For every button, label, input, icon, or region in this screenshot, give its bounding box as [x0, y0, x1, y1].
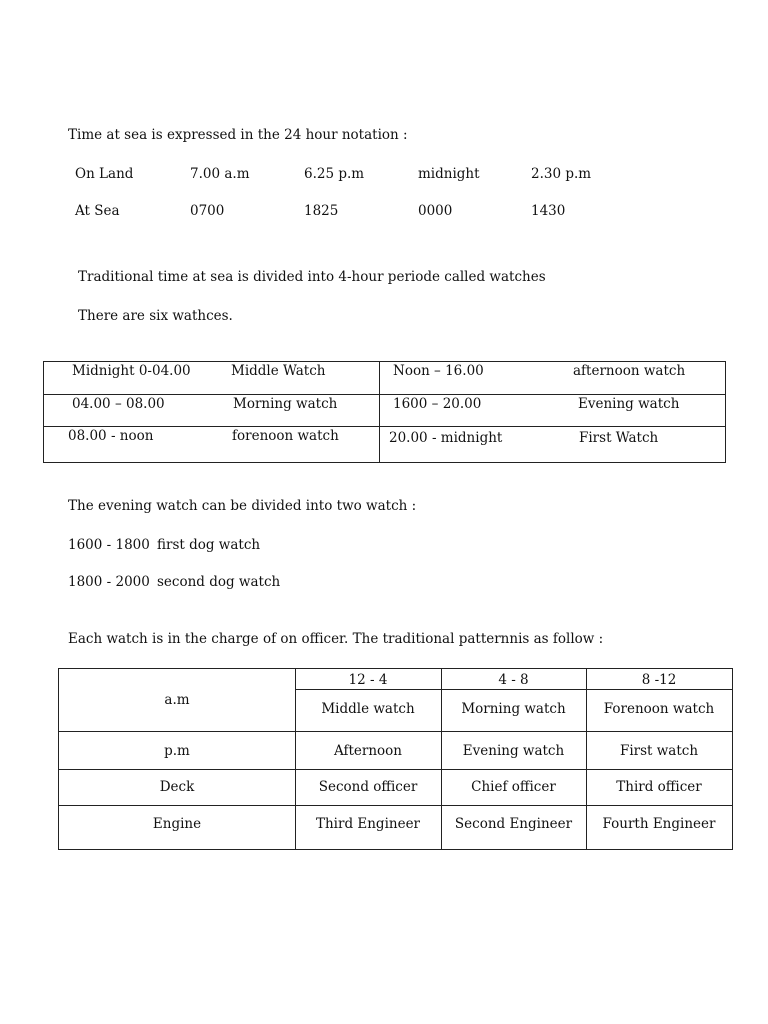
watch-period: 08.00 - noon: [68, 428, 154, 444]
six-watches-text: There are six wathces.: [78, 308, 233, 324]
table-cell: Chief officer: [471, 779, 556, 795]
conversion-cell: 6.25 p.m: [304, 166, 365, 182]
column-header: 4 - 8: [498, 672, 529, 688]
watch-name: forenoon watch: [232, 428, 339, 444]
table-divider: [379, 362, 380, 462]
table-divider: [59, 769, 732, 770]
conversion-cell: 2.30 p.m: [531, 166, 592, 182]
dog-watch-name: first dog watch: [157, 537, 261, 553]
evening-intro-text: The evening watch can be divided into two watch :: [68, 498, 417, 514]
table-divider: [295, 689, 732, 690]
table-cell: Fourth Engineer: [602, 816, 716, 832]
officer-intro-text: Each watch is in the charge of on officer. The traditional patternnis as follow :: [68, 631, 604, 647]
conversion-row-label: At Sea: [75, 203, 120, 219]
table-cell: Afternoon: [333, 743, 403, 759]
dog-watch-name: second dog watch: [157, 574, 281, 590]
conversion-cell: 1430: [531, 203, 566, 219]
table-cell: Third Engineer: [315, 816, 421, 832]
conversion-cell: 0700: [190, 203, 225, 219]
table-divider: [44, 426, 725, 427]
table-cell: Second Engineer: [454, 816, 573, 832]
column-header: 12 - 4: [348, 672, 388, 688]
table-divider: [59, 805, 732, 806]
row-label: p.m: [164, 743, 190, 759]
watch-name: Morning watch: [233, 396, 338, 412]
dog-watch-time: 1600 - 1800: [68, 537, 150, 553]
table-cell: Middle watch: [321, 701, 415, 717]
watch-period: 20.00 - midnight: [389, 430, 503, 446]
traditional-text: Traditional time at sea is divided into 4-hour periode called watches: [78, 269, 546, 285]
table-cell: Third officer: [616, 779, 702, 795]
watch-period: Midnight 0-04.00: [72, 363, 191, 379]
table-cell: First watch: [619, 743, 699, 759]
watch-period: 04.00 – 08.00: [72, 396, 165, 412]
watch-name: Evening watch: [578, 396, 680, 412]
conversion-cell: 0000: [418, 203, 453, 219]
watch-period: 1600 – 20.00: [393, 396, 482, 412]
officer-table: [58, 668, 733, 850]
table-cell: Evening watch: [462, 743, 565, 759]
table-divider: [44, 394, 725, 395]
row-label: Engine: [152, 816, 202, 832]
conversion-cell: 7.00 a.m: [190, 166, 250, 182]
table-divider: [59, 731, 732, 732]
row-label: a.m: [164, 692, 190, 708]
conversion-cell: midnight: [418, 166, 480, 182]
dog-watch-time: 1800 - 2000: [68, 574, 150, 590]
conversion-cell: 1825: [304, 203, 339, 219]
row-label: Deck: [159, 779, 195, 795]
intro-text: Time at sea is expressed in the 24 hour notation :: [68, 127, 408, 143]
conversion-row-label: On Land: [75, 166, 134, 182]
column-header: 8 -12: [641, 672, 677, 688]
watch-name: Middle Watch: [231, 363, 326, 379]
watch-name: afternoon watch: [573, 363, 686, 379]
watch-period: Noon – 16.00: [393, 363, 484, 379]
table-cell: Second officer: [318, 779, 418, 795]
watch-name: First Watch: [579, 430, 659, 446]
table-cell: Morning watch: [461, 701, 566, 717]
table-cell: Forenoon watch: [603, 701, 715, 717]
